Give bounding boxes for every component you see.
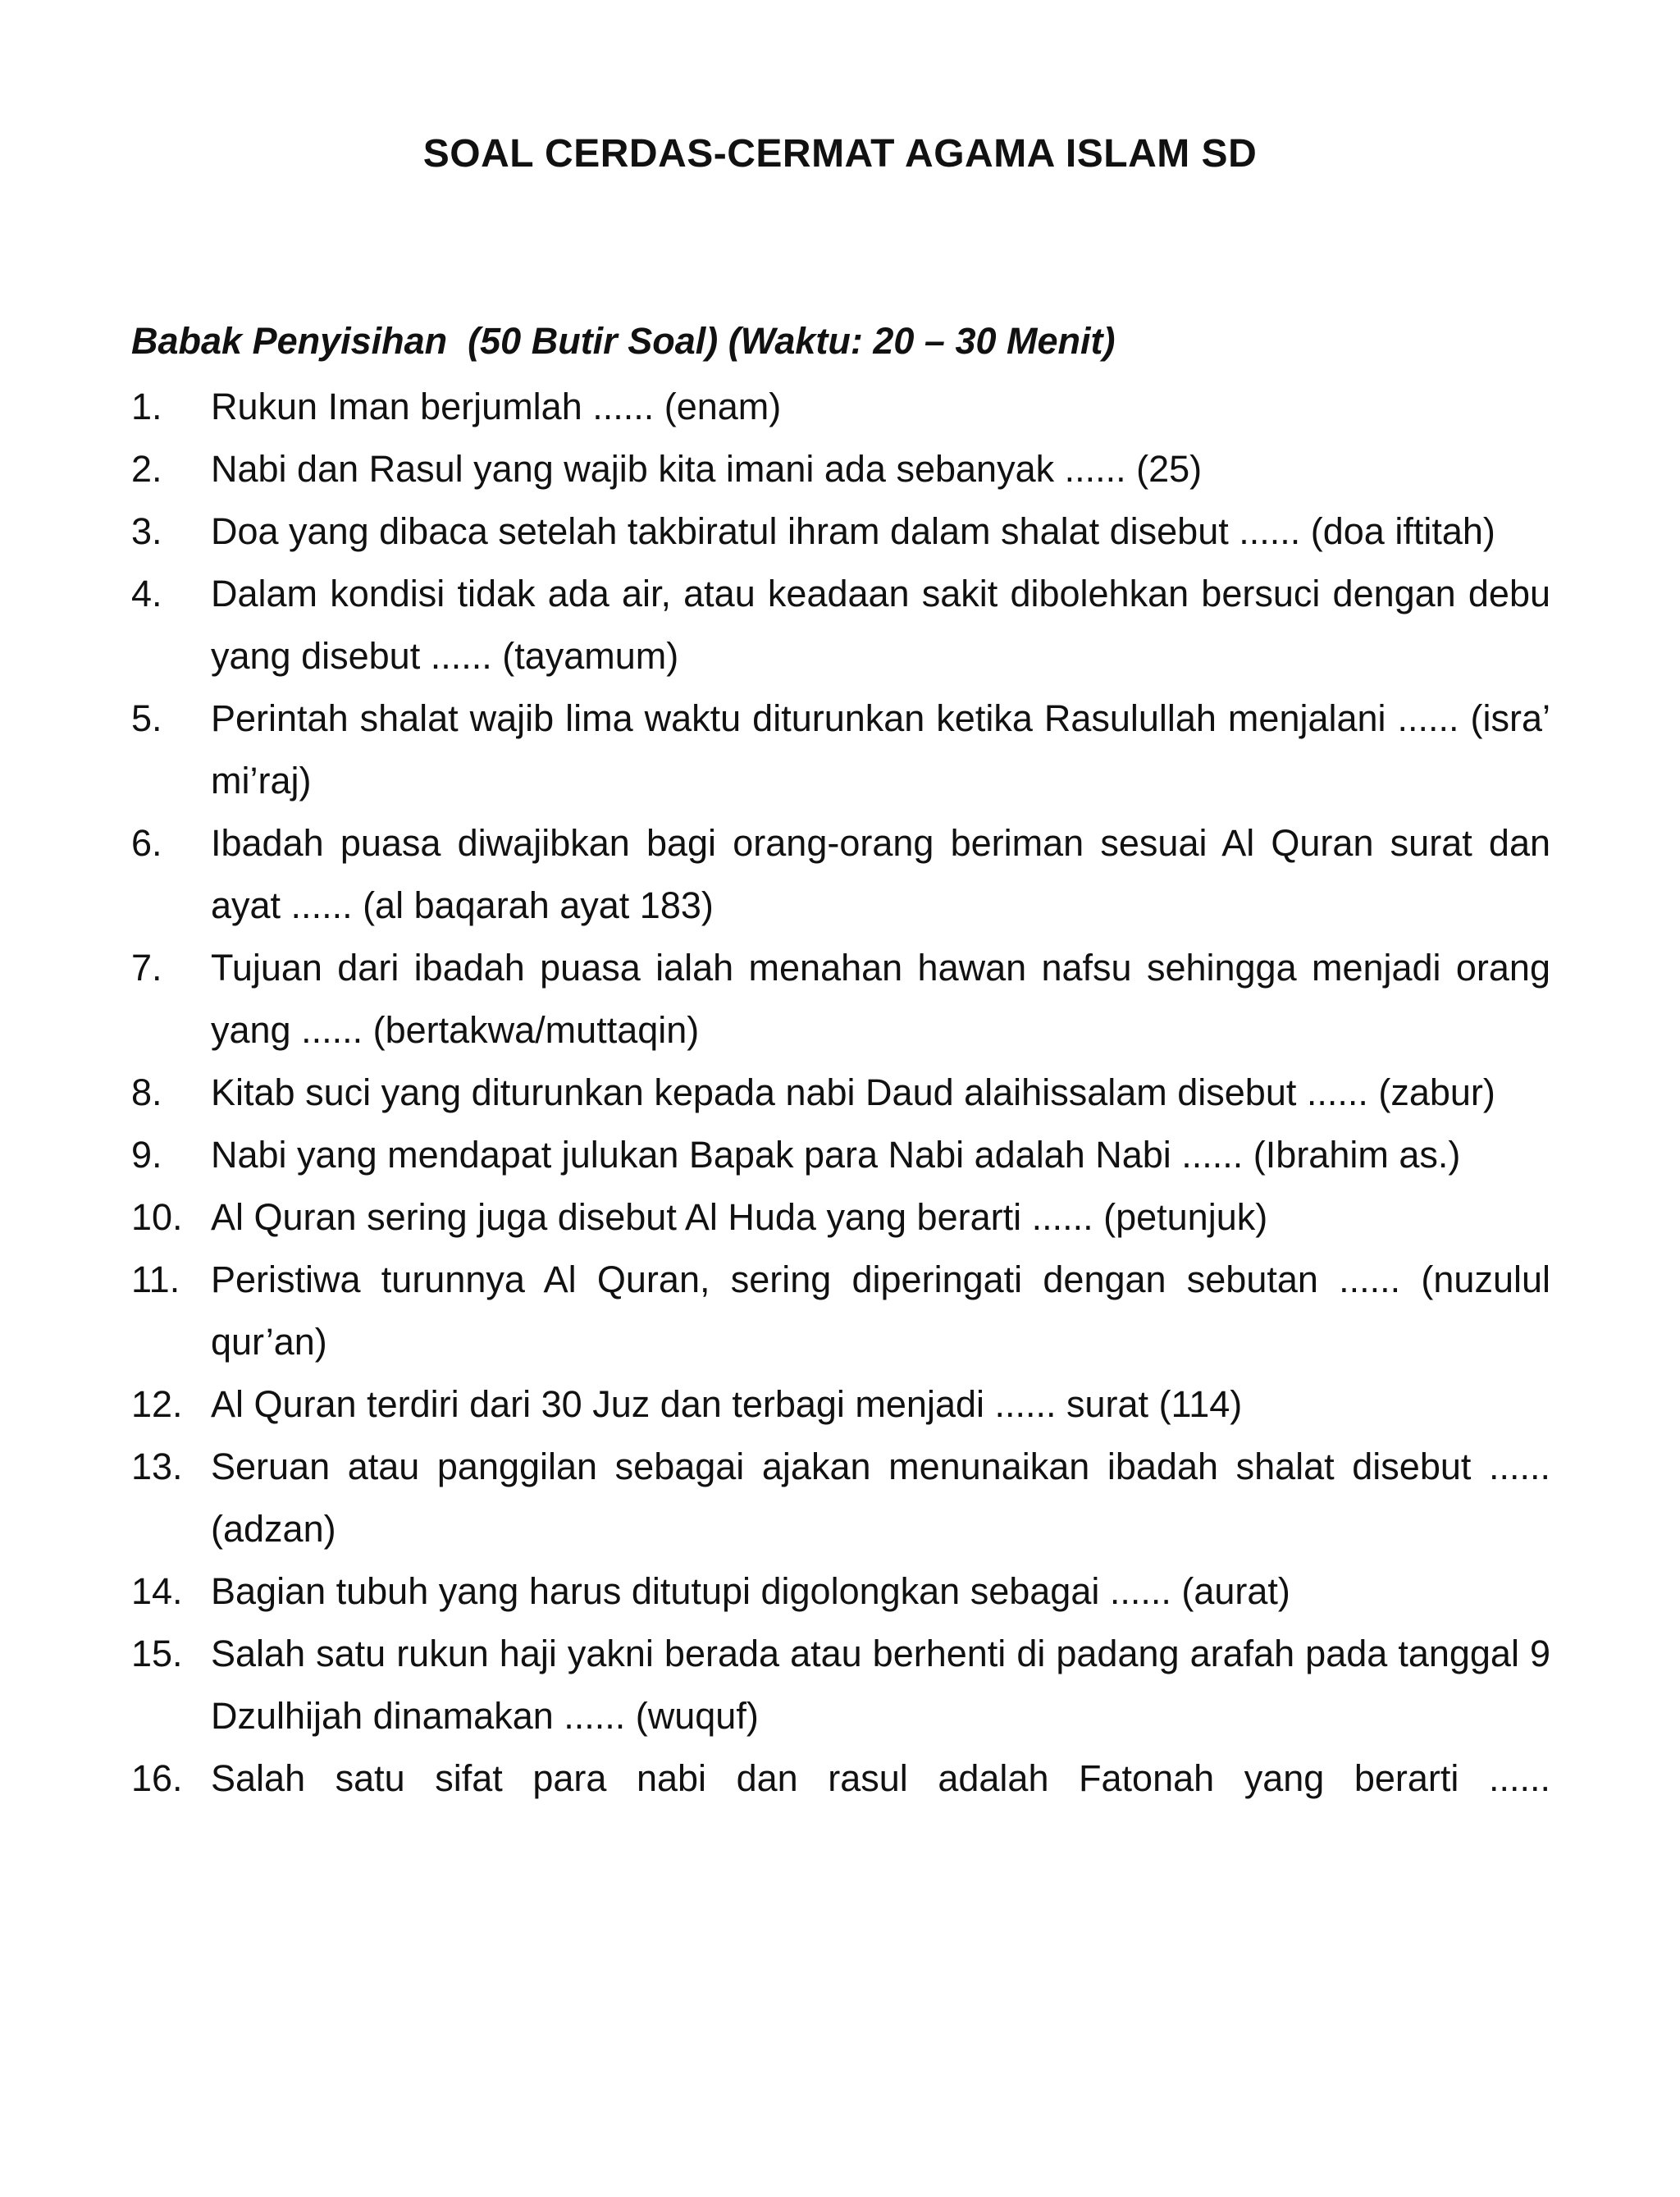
question-number: 9. xyxy=(131,1134,162,1176)
question-number: 7. xyxy=(131,947,162,989)
question-item xyxy=(131,937,1550,1062)
question-number: 15. xyxy=(131,1633,183,1674)
question-number: 4. xyxy=(131,573,162,614)
question-number: 16. xyxy=(131,1757,183,1799)
question-item xyxy=(131,687,1550,812)
question-item xyxy=(131,1560,1550,1623)
question-number: 6. xyxy=(131,822,162,864)
question-text: Dalam kondisi tidak ada air, atau keadaan sakit dibolehkan bersuci dengan debu yang disebut ...... (tayamum) xyxy=(211,573,1550,677)
question-item xyxy=(131,500,1550,563)
question-item xyxy=(131,563,1550,687)
question-item xyxy=(131,1623,1550,1747)
section-heading: Babak Penyisihan (50 Butir Soal) (Waktu: 20 – 30 Menit) xyxy=(131,320,1116,362)
question-item xyxy=(131,812,1550,937)
question-number: 8. xyxy=(131,1071,162,1113)
question-text: Peristiwa turunnya Al Quran, sering diperingati dengan sebutan ...... (nuzulul qur’an) xyxy=(211,1258,1550,1363)
question-text: Salah satu rukun haji yakni berada atau berhenti di padang arafah pada tanggal 9 Dzulhijah dinamakan ...... (wuquf) xyxy=(211,1633,1550,1737)
question-text: Al Quran terdiri dari 30 Juz dan terbagi menjadi ...... surat (114) xyxy=(211,1383,1243,1425)
question-text: Tujuan dari ibadah puasa ialah menahan hawan nafsu sehingga menjadi orang yang ...... (bertakwa/muttaqin) xyxy=(211,947,1550,1051)
question-text: Nabi dan Rasul yang wajib kita imani ada sebanyak ...... (25) xyxy=(211,448,1203,490)
question-item xyxy=(131,1186,1550,1249)
question-item xyxy=(131,1249,1550,1373)
question-number: 12. xyxy=(131,1383,183,1425)
document-title: SOAL CERDAS-CERMAT AGAMA ISLAM SD xyxy=(422,132,1258,176)
question-text: Kitab suci yang diturunkan kepada nabi Daud alaihissalam disebut ...... (zabur) xyxy=(211,1071,1495,1113)
question-number: 13. xyxy=(131,1446,183,1487)
question-number: 5. xyxy=(131,697,162,739)
question-item xyxy=(131,376,1550,438)
question-text: Ibadah puasa diwajibkan bagi orang-orang beriman sesuai Al Quran surat dan ayat ...... (al baqarah ayat 183) xyxy=(211,822,1550,926)
question-item xyxy=(131,438,1550,500)
question-text: Rukun Iman berjumlah ...... (enam) xyxy=(211,386,782,427)
question-number: 3. xyxy=(131,510,162,552)
question-number: 10. xyxy=(131,1196,183,1238)
question-text: Perintah shalat wajib lima waktu diturunkan ketika Rasulullah menjalani ...... (isra’ mi’raj) xyxy=(211,697,1550,802)
question-number: 2. xyxy=(131,448,162,490)
question-item xyxy=(131,1373,1550,1436)
question-number: 11. xyxy=(131,1258,180,1300)
question-text: Seruan atau panggilan sebagai ajakan menunaikan ibadah shalat disebut ...... (adzan) xyxy=(211,1446,1550,1550)
question-text: Nabi yang mendapat julukan Bapak para Nabi adalah Nabi ...... (Ibrahim as.) xyxy=(211,1134,1461,1176)
question-number: 1. xyxy=(131,386,162,427)
question-text: Al Quran sering juga disebut Al Huda yang berarti ...... (petunjuk) xyxy=(211,1196,1268,1238)
question-item xyxy=(131,1747,1550,1810)
question-item xyxy=(131,1436,1550,1560)
question-text: Doa yang dibaca setelah takbiratul ihram dalam shalat disebut ...... (doa iftitah) xyxy=(211,510,1495,552)
question-item xyxy=(131,1124,1550,1186)
question-text: Bagian tubuh yang harus ditutupi digolongkan sebagai ...... (aurat) xyxy=(211,1570,1290,1612)
question-text: Salah satu sifat para nabi dan rasul adalah Fatonah yang berarti ...... xyxy=(211,1757,1550,1799)
question-number: 14. xyxy=(131,1570,183,1612)
question-item xyxy=(131,1062,1550,1124)
question-list xyxy=(131,376,1550,1810)
